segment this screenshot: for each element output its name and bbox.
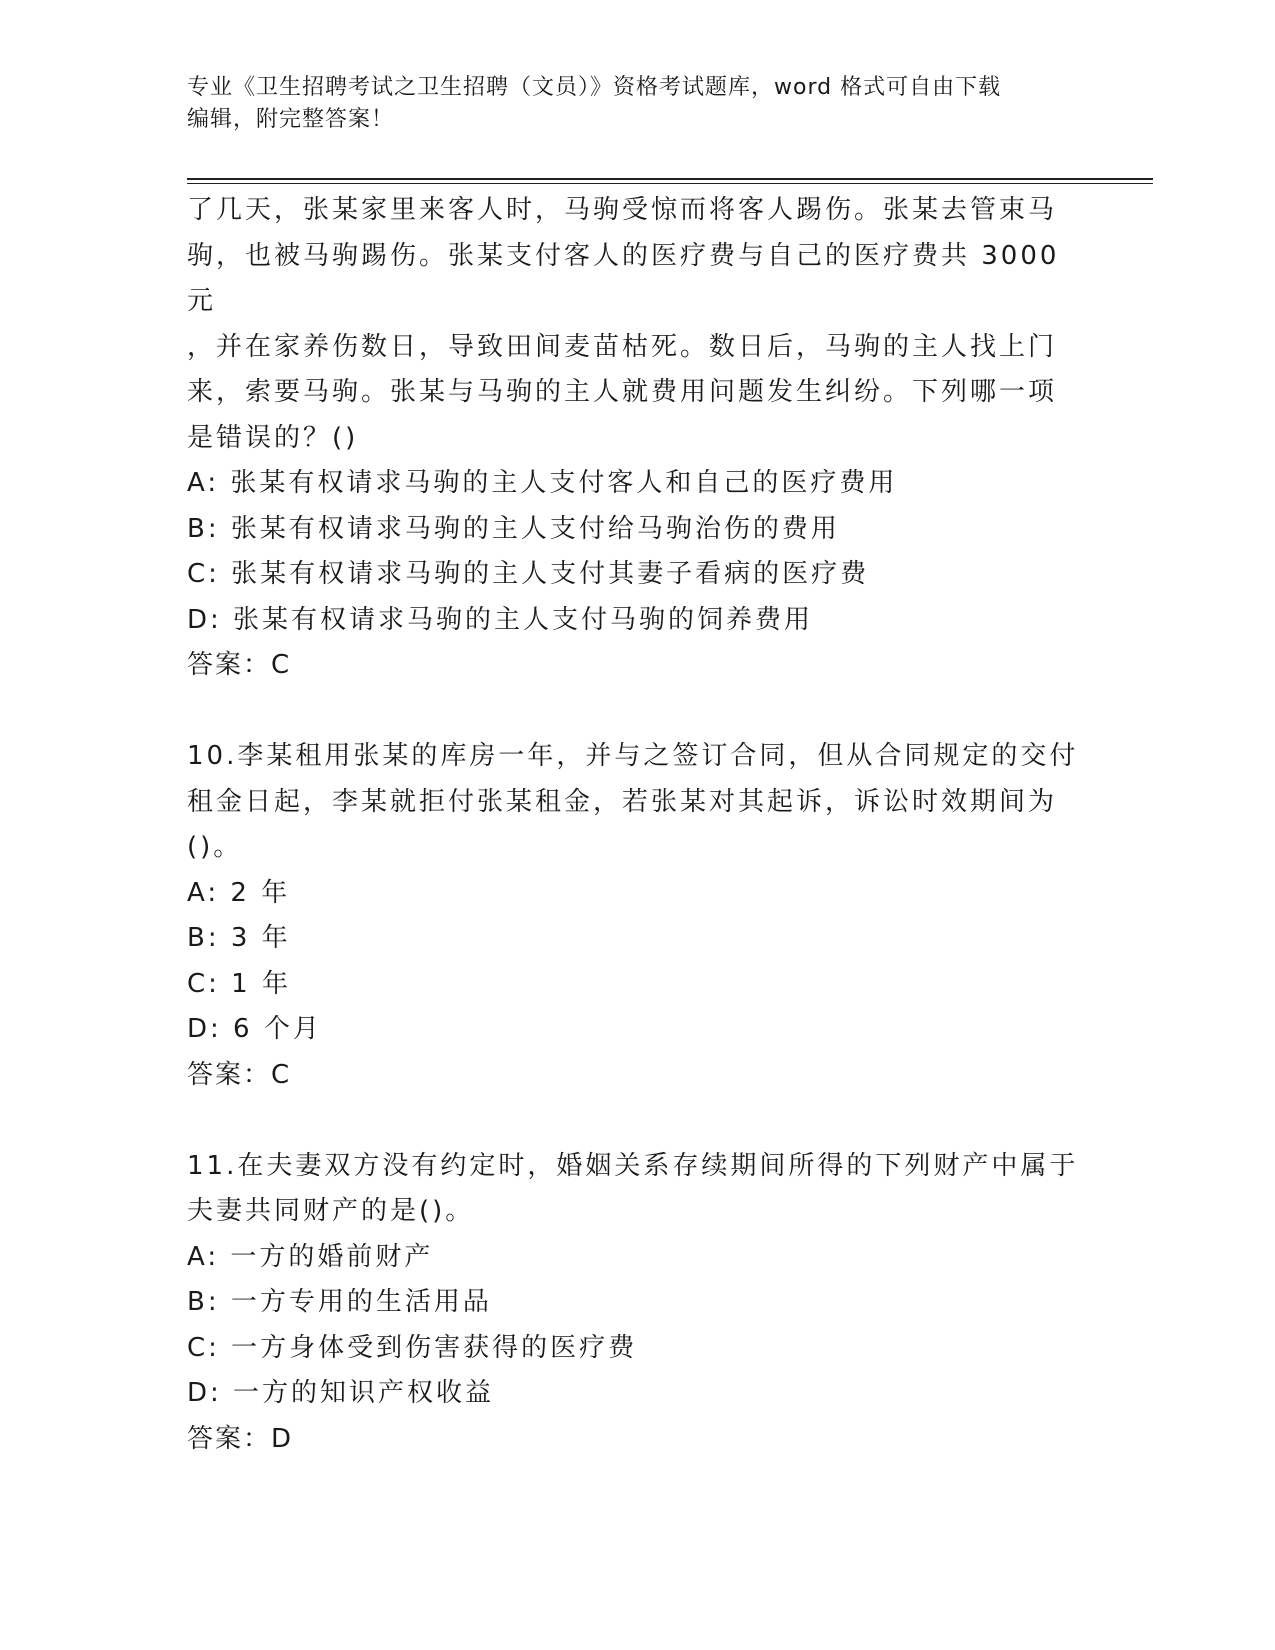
answer-line: 答案：D [187,1423,294,1454]
question-text-line: 是错误的？() [187,422,359,453]
question-text-line: 11.在夫妻双方没有约定时，婚姻关系存续期间所得的下列财产中属于 [187,1150,1079,1181]
option-b: B: 张某有权请求马驹的主人支付给马驹治伤的费用 [187,513,840,544]
document-header [187,72,1087,136]
option-a: A: 张某有权请求马驹的主人支付客人和自己的医疗费用 [187,468,898,498]
option-b: B: 3 年 [187,923,291,953]
question-text-line: 来，索要马驹。张某与马驹的主人就费用问题发生纠纷。下列哪一项 [187,377,1058,407]
question-text-line: 10.李某租用张某的库房一年，并与之签订合同，但从合同规定的交付 [187,741,1079,771]
question-10 [187,734,1087,1098]
option-c: C: 一方身体受到伤害获得的医疗费 [187,1332,638,1363]
answer-line: 答案：C [187,650,292,680]
question-text-line: 了几天，张某家里来客人时，马驹受惊而将客人踢伤。张某去管束马 [187,195,1058,225]
option-c: C: 张某有权请求马驹的主人支付其妻子看病的医疗费 [187,559,870,589]
question-9 [187,188,1087,689]
header-line-2: 编辑，附完整答案！ [187,107,395,132]
question-text-line: ，并在家养伤数日，导致田间麦苗枯死。数日后，马驹的主人找上门 [187,331,1058,362]
answer-line: 答案：C [187,1059,292,1090]
option-d: D: 6 个月 [187,1014,322,1044]
option-a: A: 一方的婚前财产 [187,1241,434,1272]
question-text-line: 夫妻共同财产的是()。 [187,1196,475,1226]
question-text-line: 驹，也被马驹踢伤。张某支付客人的医疗费与自己的医疗费共 3000 元 [187,240,1060,316]
header-line-1: 专业《卫生招聘考试之卫生招聘（文员）》资格考试题库，word 格式可自由下载 [187,75,1002,100]
question-text-line: 租金日起，李某就拒付张某租金，若张某对其起诉，诉讼时效期间为 [187,786,1058,817]
option-d: D: 一方的知识产权收益 [187,1378,495,1408]
option-c: C: 1 年 [187,968,291,999]
header-divider-thick [187,178,1153,180]
option-b: B: 一方专用的生活用品 [187,1287,492,1317]
option-d: D: 张某有权请求马驹的主人支付马驹的饲养费用 [187,604,814,635]
question-11 [187,1144,1087,1463]
document-body [187,188,1087,1462]
question-text-line: ()。 [187,832,243,862]
spacer [187,689,1087,735]
option-a: A: 2 年 [187,877,291,908]
spacer [187,1098,1087,1144]
header-divider-thin [187,183,1153,184]
